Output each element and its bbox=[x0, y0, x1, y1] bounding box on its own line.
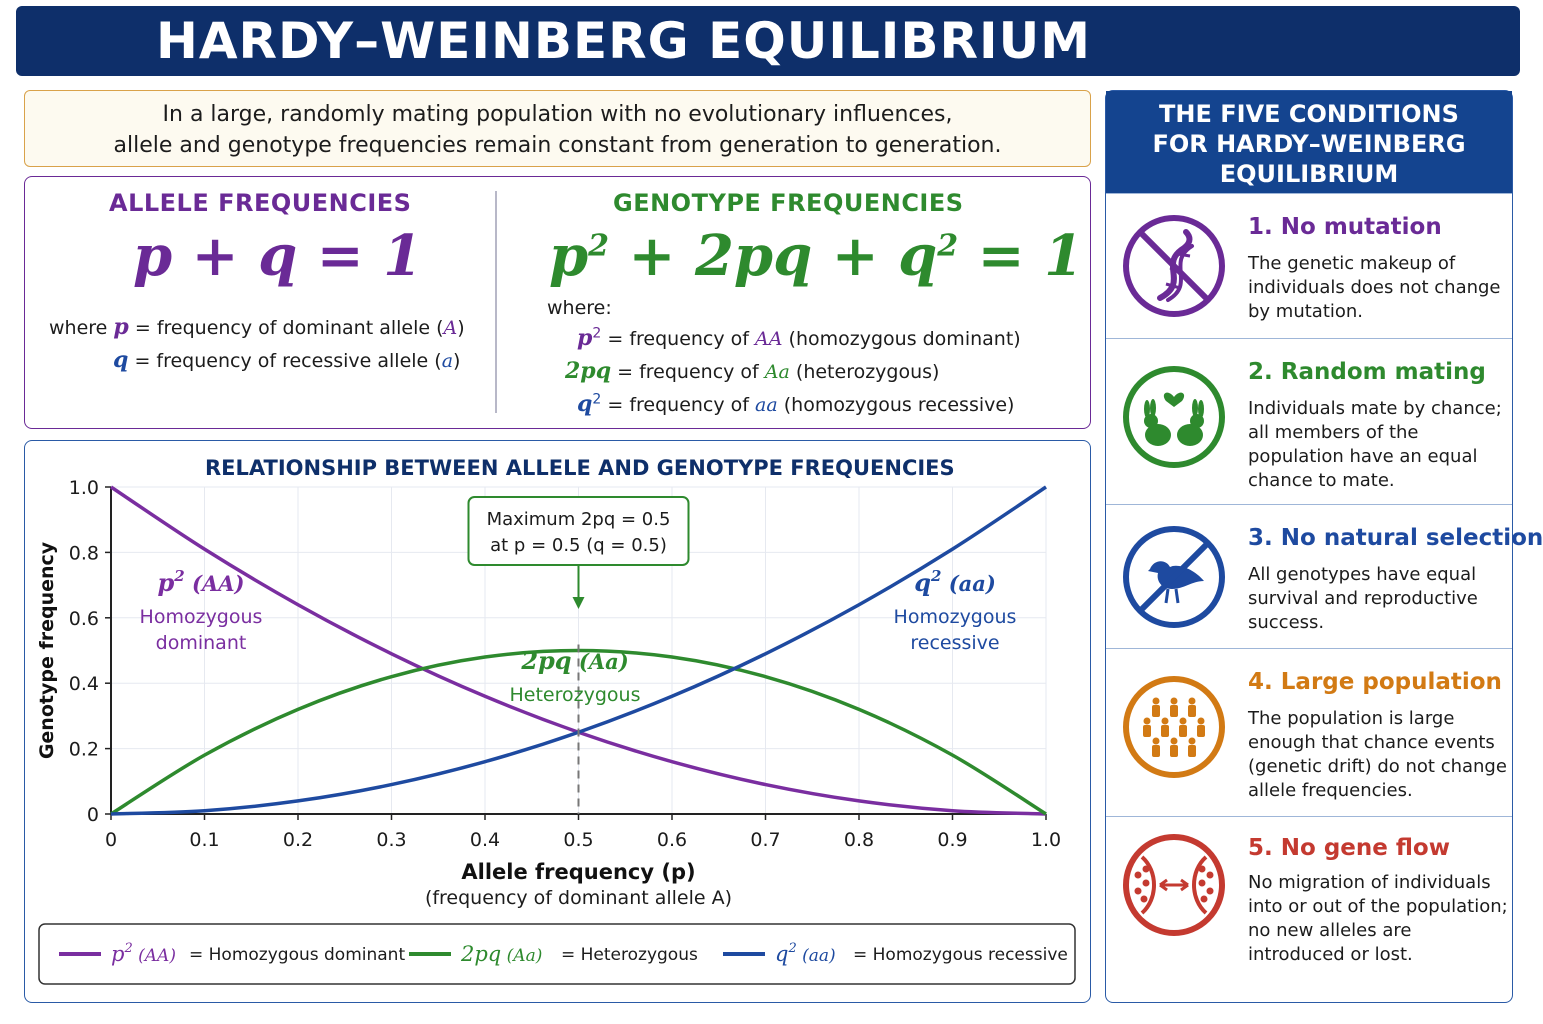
y-tick-label: 0 bbox=[86, 804, 99, 826]
genotype-frequency-chart bbox=[25, 441, 1092, 1004]
person-body bbox=[1152, 745, 1160, 757]
curve-label-symbol-0: $p^2$ (AA) bbox=[157, 567, 245, 597]
person-body bbox=[1188, 745, 1196, 757]
intro-statement bbox=[24, 90, 1091, 167]
x-tick-label: 0.1 bbox=[189, 829, 220, 851]
x-tick-label: 0.7 bbox=[750, 829, 781, 851]
person-body bbox=[1188, 705, 1196, 717]
genotype-def-aa-heterozygous: 2pq = frequency of Aa (heterozygous) bbox=[565, 358, 940, 384]
x-tick-label: 0.2 bbox=[282, 829, 314, 851]
person-head bbox=[1171, 738, 1178, 745]
annotation-line-1: Maximum 2pq = 0.5 bbox=[486, 509, 671, 530]
curve-label-line1-0: Homozygous bbox=[139, 606, 263, 628]
genotype-equation: $p^2 + 2pq + q^2 = 1$ bbox=[549, 223, 1084, 289]
title-banner bbox=[16, 6, 1520, 76]
x-axis-label: Allele frequency (p) bbox=[461, 860, 696, 884]
x-tick-label: 0.5 bbox=[563, 829, 594, 851]
x-axis-sublabel: (frequency of dominant allele A) bbox=[424, 887, 733, 909]
page-title: HARDY–WEINBERG EQUILIBRIUM bbox=[156, 12, 1091, 70]
y-axis-label: Genotype frequency bbox=[36, 541, 58, 760]
population-crowd-icon bbox=[1120, 673, 1228, 781]
person-head bbox=[1189, 738, 1196, 745]
person-body bbox=[1197, 725, 1205, 737]
condition-no-mutation: 1. No mutation The genetic makeup of individuals does not change by mutation. bbox=[1106, 193, 1512, 338]
y-tick-label: 0.8 bbox=[68, 542, 99, 565]
genotype-heading: GENOTYPE FREQUENCIES bbox=[613, 189, 964, 217]
allele-def-p: where p = frequency of dominant allele (A) bbox=[49, 314, 465, 340]
intro-line-2: allele and genotype frequencies remain constant from generation to generation. bbox=[113, 133, 1002, 158]
conditions-heading: THE FIVE CONDITIONS FOR HARDY–WEINBERG EQUILIBRIUM bbox=[1106, 91, 1512, 193]
person-body bbox=[1170, 705, 1178, 717]
person-head bbox=[1153, 738, 1160, 745]
person-body bbox=[1161, 725, 1169, 737]
annotation-line-2: at p = 0.5 (q = 0.5) bbox=[490, 535, 667, 556]
chart-panel bbox=[24, 440, 1091, 1003]
x-tick-label: 0.6 bbox=[656, 829, 688, 851]
person-body bbox=[1152, 705, 1160, 717]
curve-label-symbol-1: 2pq (Aa) bbox=[521, 646, 629, 675]
rabbits-heart-icon bbox=[1120, 363, 1228, 471]
x-tick-label: 0.3 bbox=[376, 829, 407, 851]
y-tick-label: 0.6 bbox=[68, 607, 99, 630]
annotation-arrowhead bbox=[573, 597, 585, 609]
person-head bbox=[1162, 718, 1169, 725]
no-mutation-dna-icon bbox=[1120, 212, 1228, 320]
curve-label-line2-0: dominant bbox=[155, 632, 247, 654]
conditions-sidebar bbox=[1105, 90, 1543, 1003]
x-tick-label: 0 bbox=[104, 829, 118, 851]
curve-label-symbol-2: $q^2$ (aa) bbox=[914, 567, 996, 597]
y-tick-label: 0.2 bbox=[68, 738, 99, 761]
condition-random-mating: 2. Random mating Individuals mate by chance; all members of the population have an equal chance to mate. bbox=[1106, 338, 1512, 504]
intro-line-1: In a large, randomly mating population with no evolutionary influences, bbox=[162, 102, 953, 127]
legend-symbol-0: $p^2$ $_{(AA)}$ bbox=[111, 941, 176, 966]
allele-equation: p + q = 1 bbox=[133, 223, 423, 289]
person-head bbox=[1198, 718, 1205, 725]
curve-label-line2-2: recessive bbox=[910, 632, 1000, 654]
x-tick-label: 0.4 bbox=[469, 829, 501, 851]
no-selection-bird-icon bbox=[1120, 523, 1228, 631]
panel-divider bbox=[495, 191, 497, 413]
legend-symbol-2: $q^2$ $_{(aa)}$ bbox=[775, 941, 836, 966]
legend-symbol-1: 2pq (Aa) bbox=[461, 942, 543, 966]
person-head bbox=[1153, 698, 1160, 705]
person-body bbox=[1179, 725, 1187, 737]
allele-heading: ALLELE FREQUENCIES bbox=[109, 189, 412, 217]
person-head bbox=[1171, 698, 1178, 705]
genotype-def-aa-recessive: $q^2$ = frequency of aa (homozygous recessive) bbox=[577, 391, 1015, 417]
curve-label-line1-1: Heterozygous bbox=[509, 684, 641, 706]
x-tick-label: 0.8 bbox=[843, 829, 875, 851]
chart-title: RELATIONSHIP BETWEEN ALLELE AND GENOTYPE FREQUENCIES bbox=[205, 456, 955, 480]
y-tick-label: 0.4 bbox=[68, 673, 99, 696]
person-head bbox=[1180, 718, 1187, 725]
legend-text-1: = Heterozygous bbox=[561, 945, 698, 965]
frequencies-panel bbox=[24, 176, 1091, 429]
genotype-def-aa-dominant: $p^2$ = frequency of AA (homozygous dominant) bbox=[577, 325, 1021, 351]
gene-flow-arrows-icon bbox=[1120, 831, 1228, 939]
y-tick-label: 1.0 bbox=[68, 477, 99, 499]
condition-large-population: 4. Large population The population is large enough that chance events (genetic drift) do not change allele frequencies. bbox=[1106, 648, 1512, 816]
genotype-where: where: bbox=[547, 297, 612, 319]
allele-def-q: q = frequency of recessive allele (a) bbox=[113, 347, 461, 373]
legend-text-0: = Homozygous dominant bbox=[189, 945, 406, 965]
x-tick-label: 1.0 bbox=[1030, 829, 1062, 851]
condition-no-gene-flow: 5. No gene flow No migration of individuals into or out of the population; no new alleles are introduced or lost. bbox=[1106, 816, 1512, 1006]
person-head bbox=[1189, 698, 1196, 705]
x-tick-label: 0.9 bbox=[937, 829, 968, 851]
condition-no-natural-selection: 3. No natural selection All genotypes have equal survival and reproductive success. bbox=[1106, 504, 1512, 648]
legend-text-2: = Homozygous recessive bbox=[853, 945, 1068, 965]
person-head bbox=[1144, 718, 1151, 725]
person-body bbox=[1143, 725, 1151, 737]
curve-label-line1-2: Homozygous bbox=[893, 606, 1017, 628]
person-body bbox=[1170, 745, 1178, 757]
